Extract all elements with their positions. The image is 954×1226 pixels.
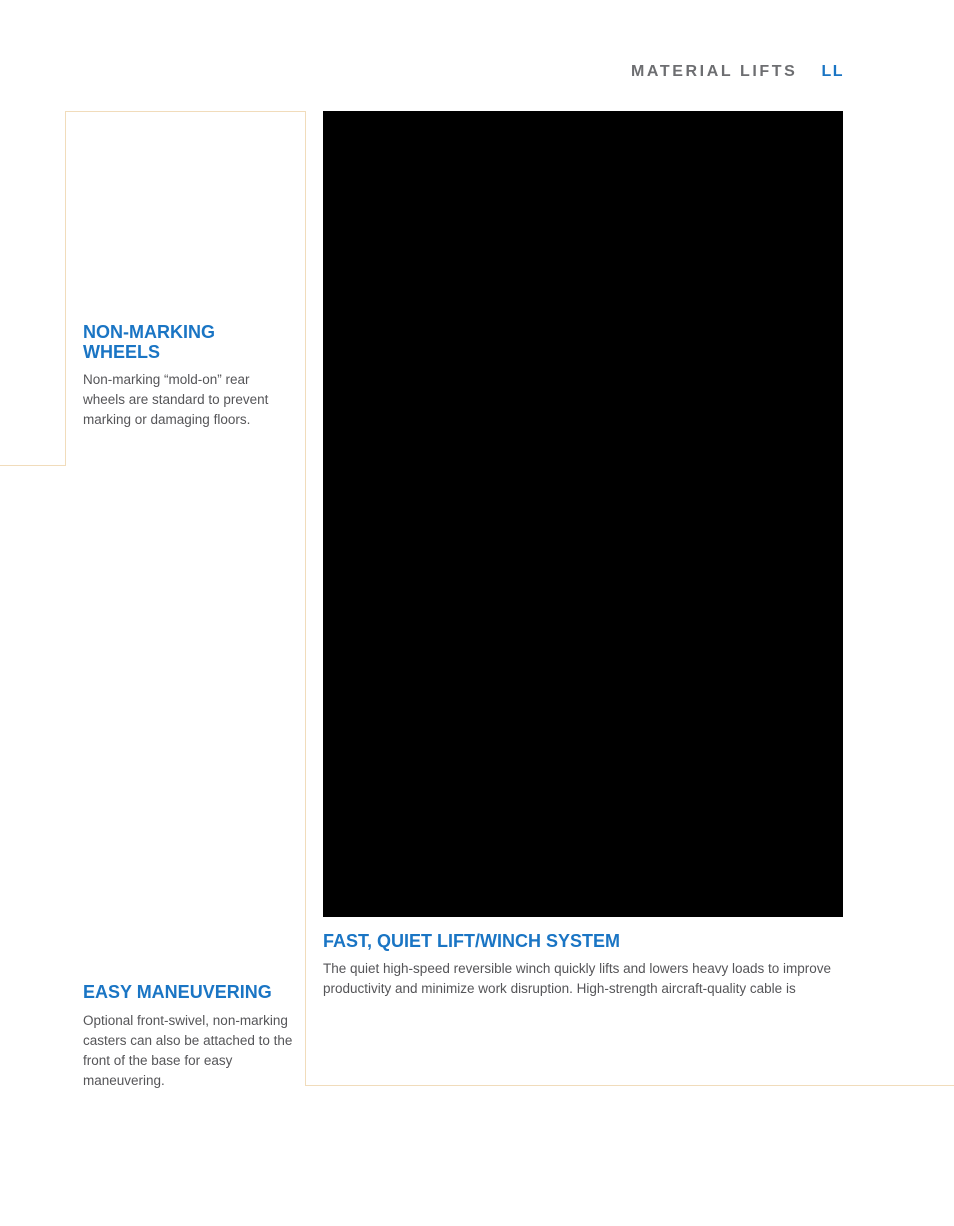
frame-rule-left bbox=[65, 111, 66, 466]
frame-rule-left-bottom bbox=[0, 465, 66, 466]
wheels-description: Non-marking “mold-on” rear wheels are standard to prevent marking or damaging floors. bbox=[83, 372, 269, 427]
wheels-heading-line2: WHEELS bbox=[83, 342, 161, 362]
product-photo bbox=[323, 111, 843, 917]
wheels-heading bbox=[83, 322, 283, 362]
frame-rule-middle bbox=[305, 111, 306, 1086]
page-header bbox=[631, 63, 844, 81]
frame-rule-top bbox=[65, 111, 305, 112]
wheels-heading-line1: NON-MARKING bbox=[83, 322, 215, 342]
frame-rule-bottom bbox=[305, 1085, 954, 1086]
winch-description: The quiet high-speed reversible winch quickly lifts and lowers heavy loads to improve productivity and minimize work disruption. High-strength aircraft-quality cable is bbox=[323, 961, 832, 996]
maneuvering-heading: EASY MANEUVERING bbox=[83, 982, 272, 1002]
maneuvering-description: Optional front-swivel, non-marking casters can also be attached to the front of the base for easy maneuvering. bbox=[83, 1013, 293, 1088]
winch-heading: FAST, QUIET LIFT/WINCH SYSTEM bbox=[323, 931, 620, 951]
section-code: LL bbox=[821, 63, 844, 80]
section-title: MATERIAL LIFTS bbox=[630, 63, 798, 80]
